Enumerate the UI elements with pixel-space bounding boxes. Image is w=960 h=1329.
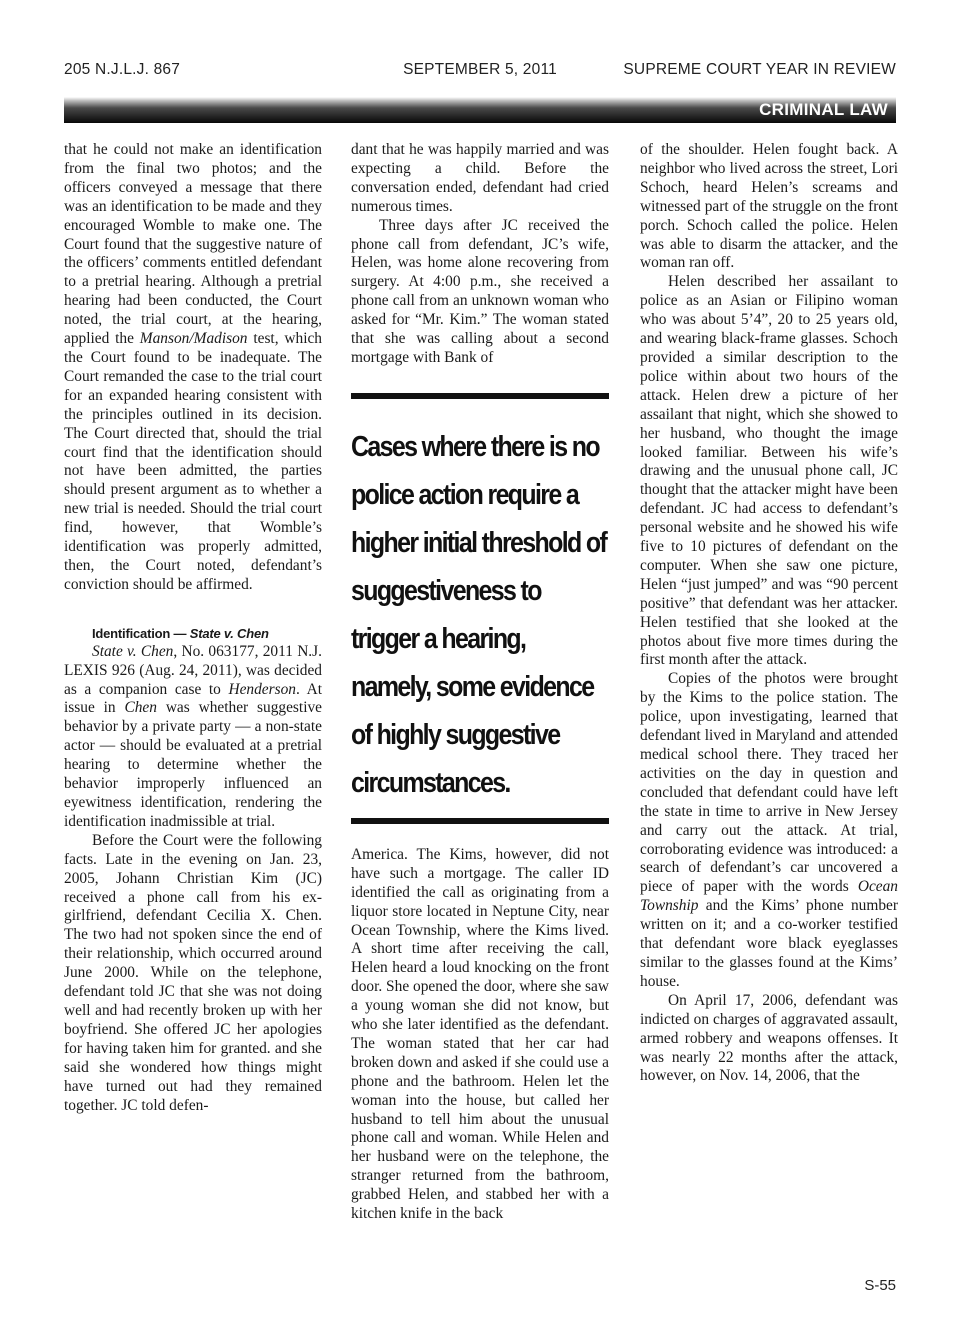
heading-case-name: State v. Chen bbox=[189, 625, 269, 641]
paragraph: On April 17, 2006, defendant was indicted on charges of aggravated assault, armed robbery and weapons offenses. It was nearly 22 months after the attack, however, on Nov. 14, 2006, that the bbox=[640, 991, 898, 1085]
publication-title: SUPREME COURT YEAR IN REVIEW bbox=[623, 61, 896, 78]
paragraph: Copies of the photos were brought by the Kims to the police station. The police, upon investigating, learned that defendant lived in Maryland and attended medical school there. They traced her activities on the day in question and concluded that defendant could have left the state in time to arrive in New Jersey and carry out the attack. At trial, corroborating evidence was introduced: a search of defendant’s car uncovered a piece of paper with the words Ocean Township and the Kims’ phone number written on it; and a co-worker testified that defendant wore black eyeglasses similar to the glasses found at the Kims’ house. bbox=[640, 670, 898, 990]
column-2 bbox=[351, 141, 609, 1224]
column-3 bbox=[640, 141, 898, 1086]
pull-quote-text: Cases where there is no police action require a higher initial threshold of suggestiveness to trigger a hearing, namely, some evidence of highly suggestive circumstances. bbox=[351, 430, 607, 799]
subsection-heading: Identification — State v. Chen bbox=[92, 625, 269, 641]
pull-quote bbox=[351, 393, 609, 824]
case-citation: State v. Chen bbox=[92, 642, 174, 660]
section-label: CRIMINAL LAW bbox=[759, 100, 888, 119]
page-number: S-55 bbox=[864, 1277, 896, 1294]
case-citation: Henderson bbox=[228, 680, 297, 698]
column-1 bbox=[64, 141, 322, 1115]
paragraph: dant that he was happily married and was expecting a child. Before the conversation ended, defendant had cried numerous times. bbox=[351, 141, 609, 215]
case-citation: Manson/Madison bbox=[139, 330, 248, 348]
paragraph: that he could not make an identification from the final two photos; and the officers conveyed a message that there was an identification to be made and they encouraged Womble to make one. The Court found that the suggestive nature of the officers’ comments entitled defendant to a pretrial hearing. Although a pretrial hearing had been conducted, the Court noted, the trial court, at the hearing, applied the Manson/Madison test, which the Court found to be inadequate. The Court remanded the case to the trial court for an expanded hearing consistent with the principles outlined in its decision. The Court directed that, should the trial court find that the identification should not have been admitted, the parties should present argument as to whether a new trial is needed. Should the trial court find, however, that Womble’s identification was properly admitted, then, the Court noted, defendant’s conviction should be affirmed. bbox=[64, 141, 322, 593]
paragraph: America. The Kims, however, did not have such a mortgage. The caller ID identified the call as originating from a liquor store located in Neptune City, near Ocean Township, where the Kims lived. A short time after receiving the call, Helen heard a loud knocking on the front door. She opened the door, where she saw a young woman she did not know, but who she later identified as the defendant. The woman stated that her car had broken down and asked if she could use a phone and the bathroom. Helen let the woman into the house, but called her husband to tell him about the unusual phone call and woman. While Helen and her husband were on the telephone, the stranger returned from the bathroom, grabbed Helen, and stabbed her with a kitchen knife in the back bbox=[351, 845, 609, 1223]
running-head bbox=[64, 61, 896, 83]
paragraph: of the shoulder. Helen fought back. A neighbor who lived across the street, Lori Schoch, heard Helen’s screams and witnessed part of the struggle on the front porch. Schoch called the police. Helen was able to disarm the attacker, and the woman ran off. bbox=[640, 141, 898, 272]
journal-citation: 205 N.J.L.J. 867 bbox=[64, 61, 181, 78]
paragraph: Three days after JC received the phone call from defendant, JC’s wife, Helen, was home alone recovering from surgery. At 4:00 p.m., she received a phone call from an unknown woman who asked for “Mr. Kim.” The woman stated that she was calling about a second mortgage with Bank of bbox=[351, 216, 609, 366]
paragraph: Before the Court were the following facts. Late in the evening on Jan. 23, 2005, Johann Christian Kim (JC) received a phone call from his ex-girlfriend, defendant Cecilia X. Chen. The two had not spoken since the end of their relationship, which occurred around June 2000. While on the telephone, defendant told JC that she was not doing well and had recently broken up with her boyfriend. She offered JC her apologies for having taken him for granted. and she said she wondered how things might have turned out had they remained together. JC told defen- bbox=[64, 831, 322, 1114]
case-citation: Chen bbox=[124, 699, 157, 717]
paragraph: State v. Chen, No. 063177, 2011 N.J. LEXIS 926 (Aug. 24, 2011), was decided as a companion case to Henderson. At issue in Chen was whether suggestive behavior by a private party — a non-state actor — should be evaluated at a pretrial hearing to determine whether the behavior improperly influenced an eyewitness identification, rendering the identification inadmissible at trial. bbox=[64, 642, 322, 830]
paragraph: Helen described her assailant to police as an Asian or Filipino woman who was about 5’4”, 20 to 25 years old, and wearing black-frame glasses. Schoch provided a similar description to the police within about two hours of the attack. Helen drew a picture of her assailant that night, which she showed to her husband, who thought the image looked familiar. Between his wife’s drawing and the unusual phone call, JC thought that the attacker might have been defendant. JC had access to defendant’s personal website and he showed his wife five to 10 pictures of defendant on the computer. When she saw one picture, Helen “just jumped” and was “90 percent positive” that defendant was her attacker. Helen testified that she looked at the photos about five more times during the first month after the attack. bbox=[640, 273, 898, 669]
place-name: Ocean Township bbox=[640, 878, 898, 915]
pull-quote-bottom-rule bbox=[351, 818, 609, 824]
section-banner bbox=[64, 97, 896, 123]
issue-date: SEPTEMBER 5, 2011 bbox=[403, 61, 557, 78]
